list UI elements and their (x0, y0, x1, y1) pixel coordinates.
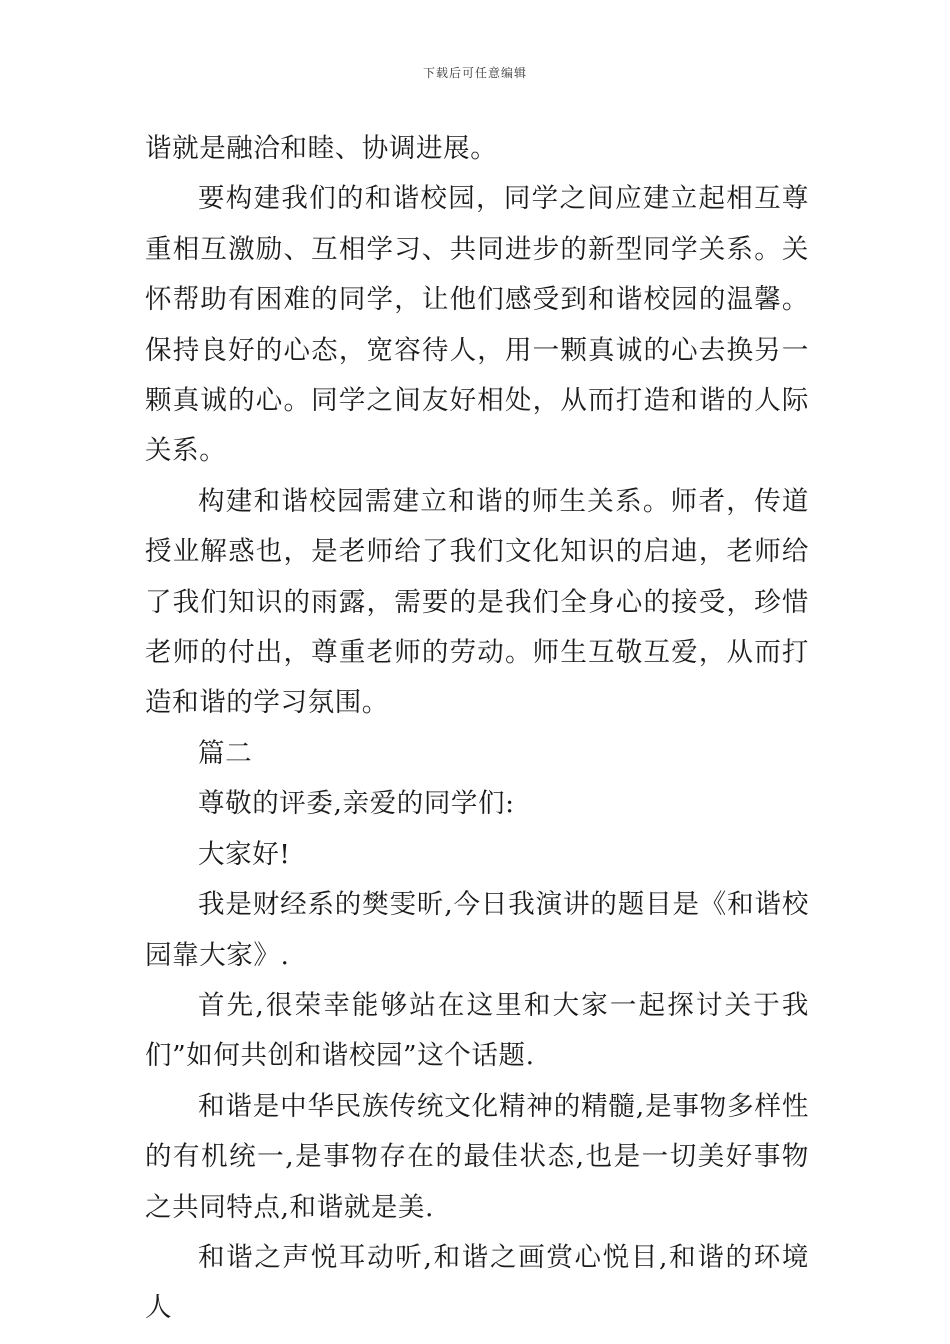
document-body (145, 124, 809, 1334)
section-heading: 篇二 (198, 737, 253, 769)
paragraph-2: 要构建我们的和谐校园，同学之间应建立起相互尊重相互激励、互相学习、共同进步的新型同学关系。关怀帮助有困难的同学，让他们感受到和谐校园的温馨。保持良好的心态，宽容待人，用一颗真诚的心去换另一颗真诚的心。同学之间友好相处，从而打造和谐的人际关系。 (145, 183, 809, 467)
page-header: 下载后可任意编辑 (422, 66, 527, 80)
paragraph-8: 首先,很荣幸能够站在这里和大家一起探讨关于我们”如何共创和谐校园”这个话题. (145, 989, 809, 1072)
paragraph-7: 我是财经系的樊雯昕,今日我演讲的题目是《和谐校园靠大家》. (145, 889, 809, 971)
paragraph-10: 和谐之声悦耳动听,和谐之画赏心悦目,和谐的环境人 (145, 1241, 809, 1324)
greeting: 大家好! (198, 838, 291, 870)
paragraph-1: 谐就是融洽和睦、协调进展。 (145, 133, 498, 164)
paragraph-3: 构建和谐校园需建立和谐的师生关系。师者，传道授业解惑也，是老师给了我们文化知识的启迪，老师给了我们知识的雨露，需要的是我们全身心的接受，珍惜老师的付出，尊重老师的劳动。师生互敬互爱，从而打造和谐的学习氛围。 (145, 485, 809, 719)
salutation: 尊敬的评委,亲爱的同学们: (198, 788, 515, 820)
paragraph-9: 和谐是中华民族传统文化精神的精髓,是事物多样性的有机统一,是事物存在的最佳状态,也是一切美好事物之共同特点,和谐就是美. (145, 1090, 809, 1223)
